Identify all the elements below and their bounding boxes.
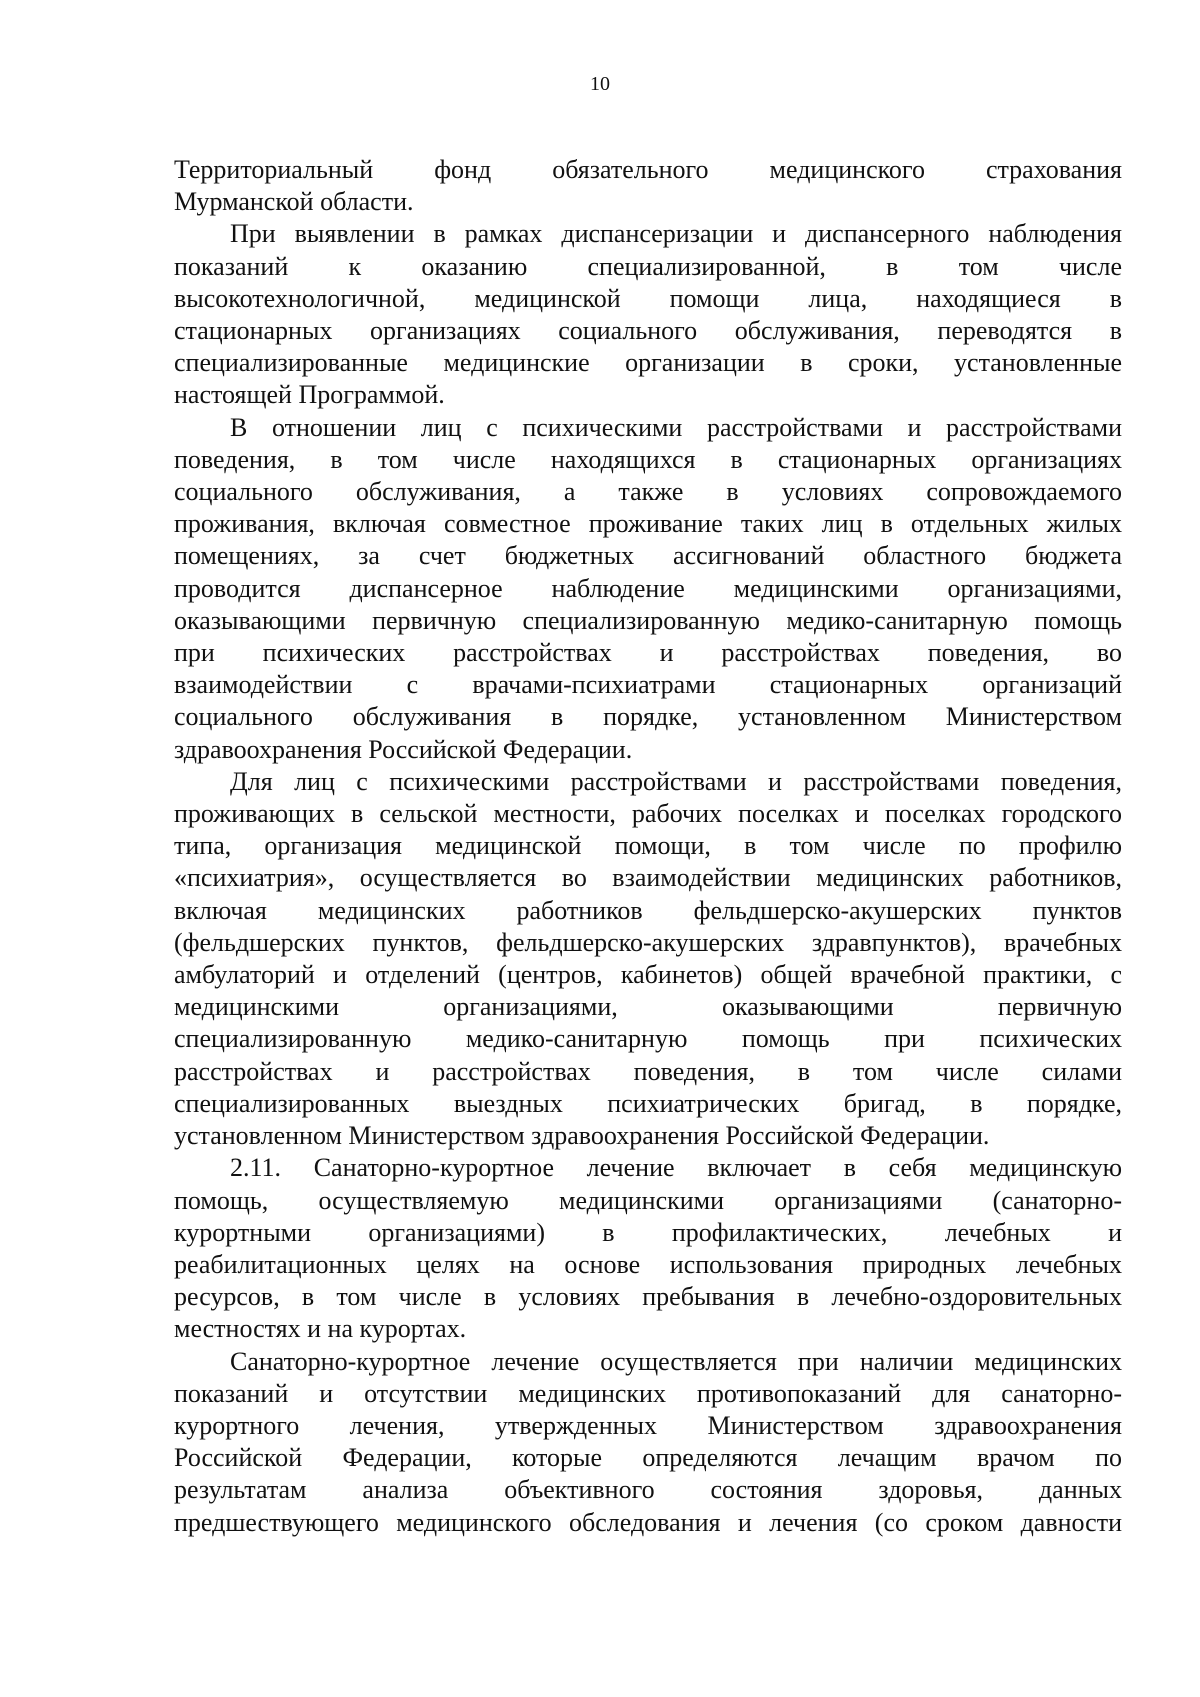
text-line: (фельдшерских пунктов, фельдшерско-акушерских здравпунктов), врачебных: [174, 927, 1122, 957]
text-line: проводится диспансерное наблюдение медицинскими организациями,: [174, 573, 1122, 603]
text-line: поведения, в том числе находящихся в стационарных организациях: [174, 444, 1122, 474]
text-line: Мурманской области.: [174, 187, 414, 217]
text-line: ресурсов, в том числе в условиях пребывания в лечебно-оздоровительных: [174, 1282, 1122, 1312]
text-line: результатам анализа объективного состояния здоровья, данных: [174, 1475, 1122, 1505]
text-line: Территориальный фонд обязательного медицинского страхования: [174, 155, 1122, 184]
text-line: показаний и отсутствии медицинских противопоказаний для санаторно-: [174, 1378, 1122, 1408]
document-body: [174, 154, 1122, 1539]
text-line: специализированных выездных психиатрических бригад, в порядке,: [174, 1088, 1122, 1118]
text-line: курортными организациями) в профилактических, лечебных и: [174, 1217, 1122, 1247]
paragraph: [174, 154, 1122, 218]
text-line: Российской Федерации, которые определяются лечащим врачом по: [174, 1443, 1122, 1473]
text-line: Санаторно-курортное лечение осуществляется при наличии медицинских: [230, 1346, 1122, 1376]
text-line: специализированную медико-санитарную помощь при психических: [174, 1024, 1122, 1054]
text-line: показаний к оказанию специализированной, в том числе: [174, 251, 1122, 281]
text-line: типа, организация медицинской помощи, в том числе по профилю: [174, 831, 1122, 861]
text-line: Для лиц с психическими расстройствами и расстройствами поведения,: [230, 766, 1122, 796]
text-line: специализированные медицинские организации в сроки, установленные: [174, 348, 1122, 378]
page-number: 10: [590, 73, 610, 95]
paragraph: [174, 218, 1122, 411]
text-line: здравоохранения Российской Федерации.: [174, 734, 633, 764]
text-line: проживающих в сельской местности, рабочих поселках и поселках городского: [174, 799, 1122, 829]
text-line: местностях и на курортах.: [174, 1314, 467, 1344]
text-line: курортного лечения, утвержденных Министерством здравоохранения: [174, 1410, 1122, 1440]
text-line: высокотехнологичной, медицинской помощи лица, находящиеся в: [174, 283, 1122, 313]
text-line: оказывающими первичную специализированную медико-санитарную помощь: [174, 605, 1122, 635]
text-line: В отношении лиц с психическими расстройствами и расстройствами: [230, 412, 1122, 442]
paragraph: [174, 1346, 1122, 1539]
text-line: расстройствах и расстройствах поведения, в том числе силами: [174, 1056, 1122, 1086]
text-line: социального обслуживания в порядке, установленном Министерством: [174, 702, 1122, 732]
text-line: «психиатрия», осуществляется во взаимодействии медицинских работников,: [174, 863, 1122, 893]
text-line: амбулаторий и отделений (центров, кабинетов) общей врачебной практики, с: [174, 960, 1122, 990]
text-line: установленном Министерством здравоохранения Российской Федерации.: [174, 1121, 990, 1151]
text-line: 2.11. Санаторно-курортное лечение включает в себя медицинскую: [230, 1153, 1122, 1183]
paragraph: [174, 1152, 1122, 1345]
paragraph: [174, 412, 1122, 766]
text-line: стационарных организациях социального обслуживания, переводятся в: [174, 316, 1122, 346]
text-line: реабилитационных целях на основе использования природных лечебных: [174, 1249, 1122, 1279]
text-line: взаимодействии с врачами-психиатрами стационарных организаций: [174, 670, 1122, 700]
text-line: помощь, осуществляемую медицинскими организациями (санаторно-: [174, 1185, 1122, 1215]
text-line: При выявлении в рамках диспансеризации и диспансерного наблюдения: [230, 219, 1122, 249]
text-line: медицинскими организациями, оказывающими первичную: [174, 992, 1122, 1022]
text-line: при психических расстройствах и расстройствах поведения, во: [174, 638, 1122, 668]
text-line: помещениях, за счет бюджетных ассигнований областного бюджета: [174, 541, 1122, 571]
text-line: предшествующего медицинского обследования и лечения (со сроком давности: [174, 1507, 1122, 1537]
paragraph: [174, 766, 1122, 1152]
text-line: социального обслуживания, а также в условиях сопровождаемого: [174, 477, 1122, 507]
text-line: настоящей Программой.: [174, 380, 445, 410]
text-line: проживания, включая совместное проживание таких лиц в отдельных жилых: [174, 509, 1122, 539]
text-line: включая медицинских работников фельдшерско-акушерских пунктов: [174, 895, 1122, 925]
